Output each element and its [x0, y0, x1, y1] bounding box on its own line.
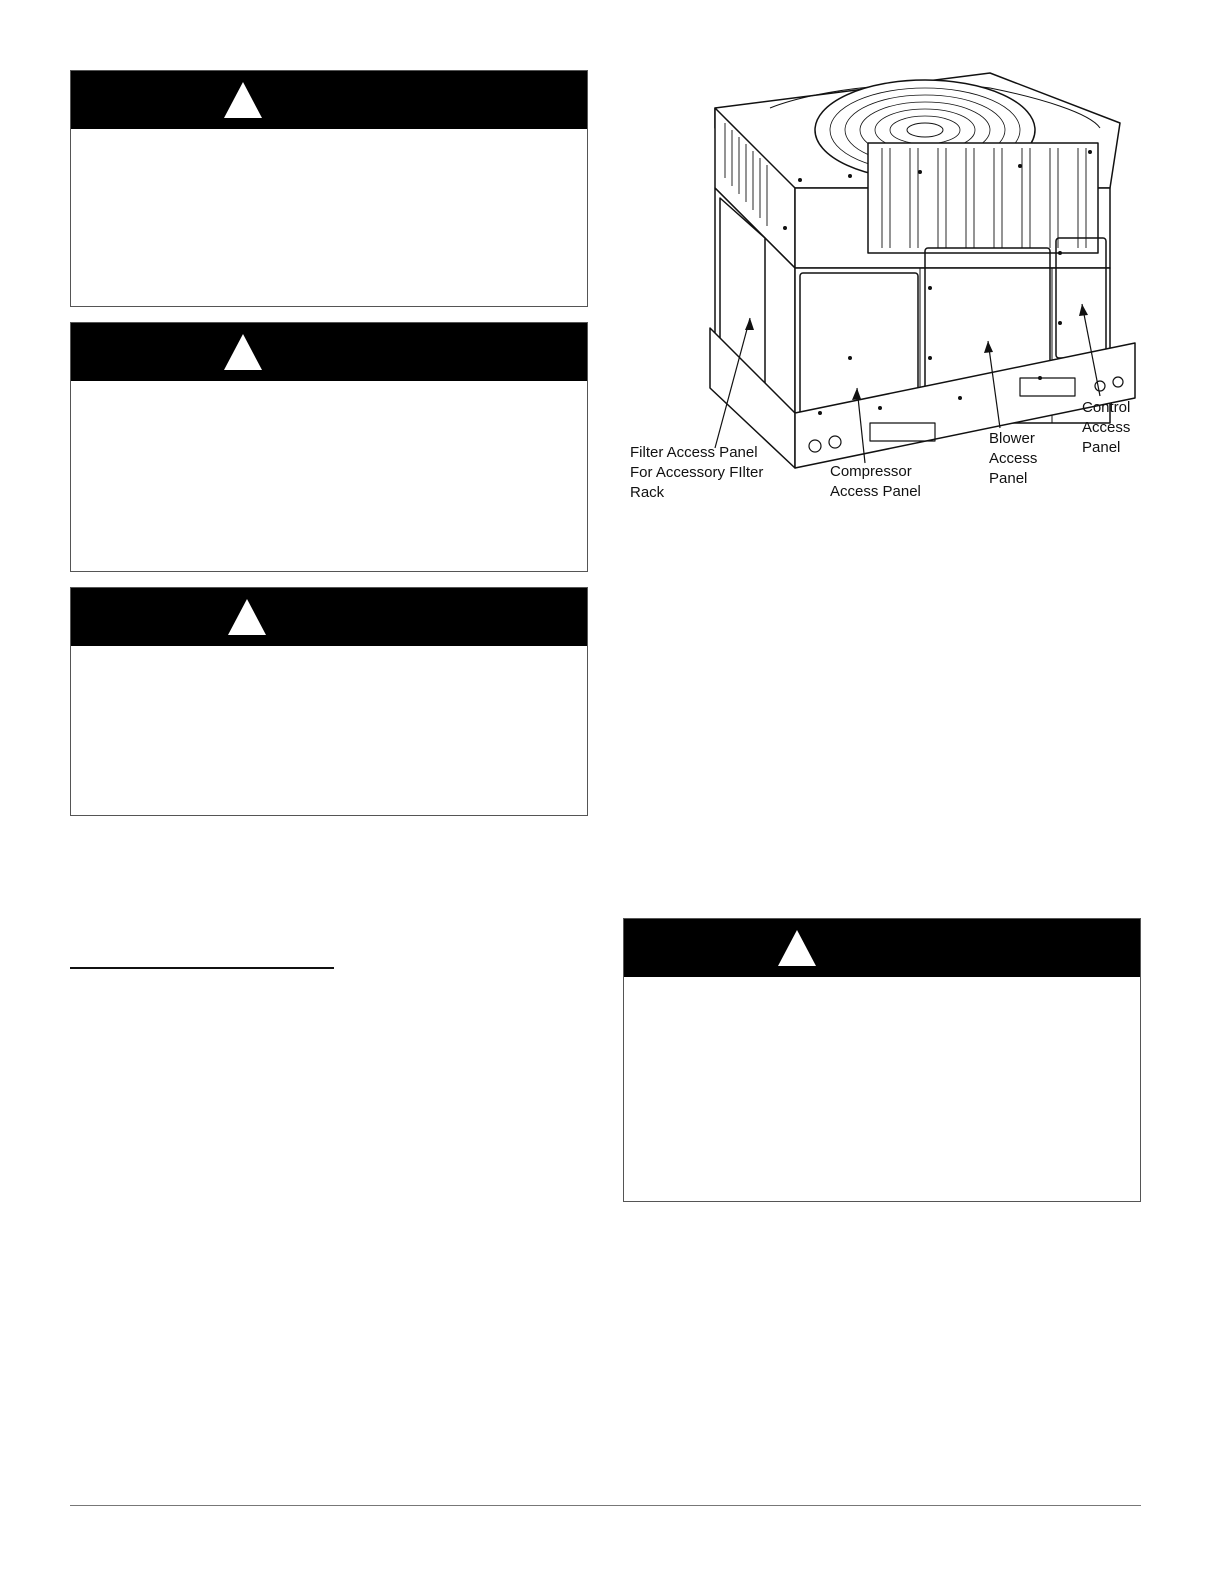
- filter-access-panel-label: Filter Access Panel For Accessory FIlter Rack: [630, 444, 764, 501]
- compressor-access-panel-label: Compressor Access Panel: [830, 463, 921, 500]
- warning-header-3: [71, 588, 587, 646]
- warning-box-2: [70, 322, 588, 572]
- warning-header-4: [624, 919, 1140, 977]
- warning-triangle-icon: [222, 80, 264, 120]
- warning-header-2: [71, 323, 587, 381]
- control-access-panel-label: Control Access Panel: [1082, 399, 1131, 456]
- hvac-unit-figure: [620, 68, 1140, 508]
- front-louver-grille: [868, 143, 1098, 253]
- warning-triangle-icon: [226, 597, 268, 637]
- warning-triangle-icon: [776, 928, 818, 968]
- hvac-unit-illustration: [620, 68, 1140, 508]
- warning-box-1: [70, 70, 588, 307]
- warning-triangle-icon: [222, 332, 264, 372]
- warning-header-1: [71, 71, 587, 129]
- warning-box-4: [623, 918, 1141, 1202]
- blower-access-panel-label: Blower Access Panel: [989, 430, 1038, 487]
- footer-rule: [70, 1505, 1141, 1506]
- warning-box-3: [70, 587, 588, 816]
- section-heading-underline: [70, 967, 334, 969]
